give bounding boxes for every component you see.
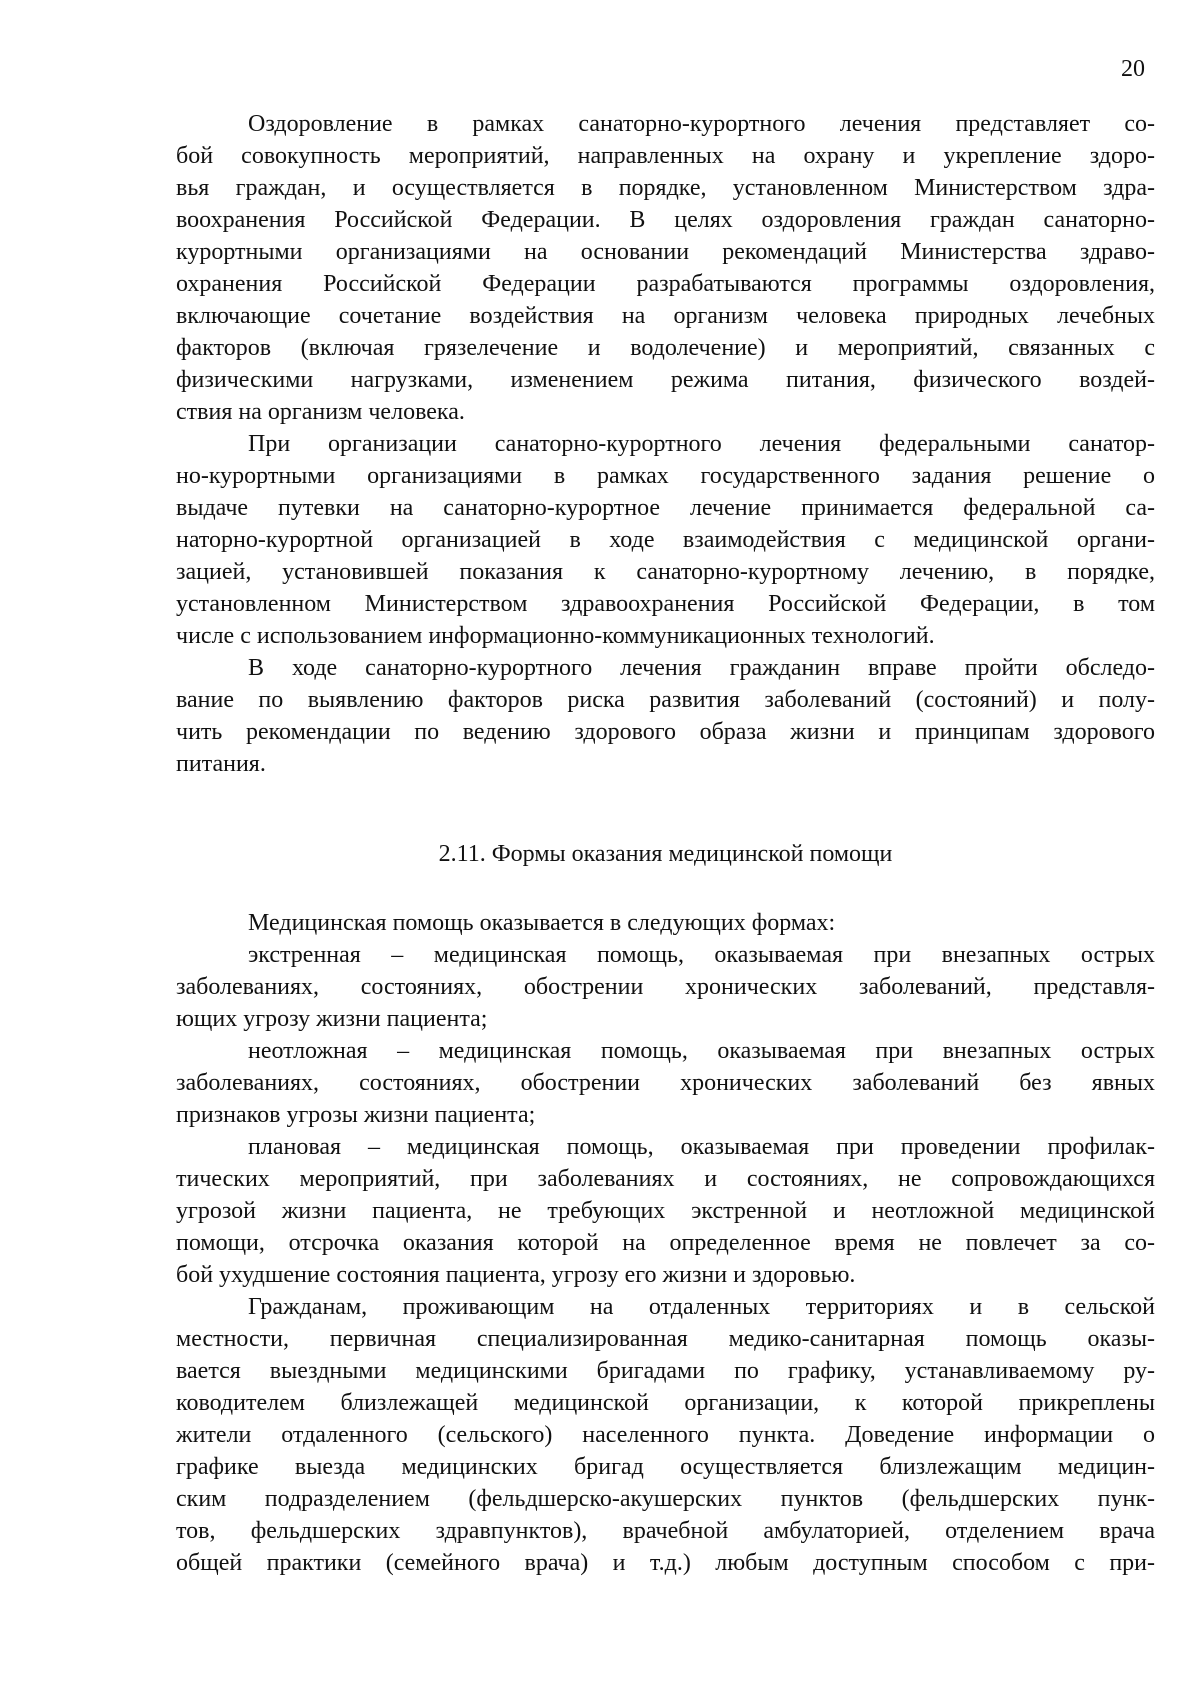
paragraph-forms-intro [176,907,1155,939]
paragraph-remote-territories [176,1291,1155,1579]
section-heading: 2.11. Формы оказания медицинской помощи [438,841,893,867]
text-line: жители отдаленного (сельского) населенного пункта. Доведение информации о [176,1422,1155,1448]
text-line: но-курортными организациями в рамках государственного задания решение о [176,463,1155,489]
text-line: плановая – медицинская помощь, оказываемая при проведении профилак- [248,1134,1155,1160]
text-line: помощи, отсрочка оказания которой на определенное время не повлечет за со- [176,1230,1155,1256]
text-line: числе с использованием информационно-коммуникационных технологий. [176,623,935,649]
paragraph-health-improvement [176,108,1155,428]
text-line: заболеваниях, состояниях, обострении хронических заболеваний, представля- [176,974,1155,1000]
forms-section [176,907,1155,1579]
text-line: тических мероприятий, при заболеваниях и состояниях, не сопровождающихся [176,1166,1155,1192]
paragraph-examination [176,652,1155,780]
text-line: тов, фельдшерских здравпунктов), врачебной амбулаторией, отделением врача [176,1518,1155,1544]
text-line: наторно-курортной организацией в ходе взаимодействия с медицинской органи- [176,527,1155,553]
text-line: Медицинская помощь оказывается в следующих формах: [248,910,836,936]
paragraph-urgent [176,1035,1155,1131]
text-line: вья граждан, и осуществляется в порядке, установленном Министерством здра- [176,175,1155,201]
text-line: заболеваниях, состояниях, обострении хронических заболеваний без явных [176,1070,1155,1096]
text-line: зацией, установившей показания к санаторно-курортному лечению, в порядке, [176,559,1155,585]
text-line: При организации санаторно-курортного лечения федеральными санатор- [248,431,1155,457]
text-line: неотложная – медицинская помощь, оказываемая при внезапных острых [248,1038,1155,1064]
text-line: ствия на организм человека. [176,399,465,425]
text-line: вание по выявлению факторов риска развития заболеваний (состояний) и полу- [176,687,1155,713]
text-line: курортными организациями на основании рекомендаций Министерства здраво- [176,239,1155,265]
text-line: ководителем близлежащей медицинской организации, к которой прикреплены [176,1390,1155,1416]
text-line: Оздоровление в рамках санаторно-курортного лечения представляет со- [248,111,1155,137]
text-line: выдаче путевки на санаторно-курортное лечение принимается федеральной са- [176,495,1155,521]
text-line: местности, первичная специализированная медико-санитарная помощь оказы- [176,1326,1155,1352]
text-line: физическими нагрузками, изменением режима питания, физического воздей- [176,367,1155,393]
text-line: воохранения Российской Федерации. В целях оздоровления граждан санаторно- [176,207,1155,233]
text-line: В ходе санаторно-курортного лечения гражданин вправе пройти обследо- [248,655,1155,681]
text-line: ющих угрозу жизни пациента; [176,1006,488,1032]
text-line: факторов (включая грязелечение и водолечение) и мероприятий, связанных с [176,335,1155,361]
paragraph-planned [176,1131,1155,1291]
text-line: общей практики (семейного врача) и т.д.) любым доступным способом с при- [176,1550,1155,1576]
text-line: установленном Министерством здравоохранения Российской Федерации, в том [176,591,1155,617]
page-number: 20 [1121,56,1145,82]
text-line: питания. [176,751,266,777]
text-line: графике выезда медицинских бригад осуществляется близлежащим медицин- [176,1454,1155,1480]
text-line: включающие сочетание воздействия на организм человека природных лечебных [176,303,1155,329]
text-line: бой ухудшение состояния пациента, угрозу его жизни и здоровью. [176,1262,856,1288]
text-line: ским подразделением (фельдшерско-акушерских пунктов (фельдшерских пунк- [176,1486,1155,1512]
text-line: Гражданам, проживающим на отдаленных территориях и в сельской [248,1294,1155,1320]
paragraph-federal-organizations [176,428,1155,652]
text-line: признаков угрозы жизни пациента; [176,1102,536,1128]
paragraph-emergency [176,939,1155,1035]
intro-section [176,108,1155,780]
text-line: бой совокупность мероприятий, направленных на охрану и укрепление здоро- [176,143,1155,169]
text-line: угрозой жизни пациента, не требующих экстренной и неотложной медицинской [176,1198,1155,1224]
text-line: чить рекомендации по ведению здорового образа жизни и принципам здорового [176,719,1155,745]
text-line: вается выездными медицинскими бригадами по графику, устанавливаемому ру- [176,1358,1155,1384]
text-line: экстренная – медицинская помощь, оказываемая при внезапных острых [248,942,1155,968]
text-line: охранения Российской Федерации разрабатываются программы оздоровления, [176,271,1155,297]
